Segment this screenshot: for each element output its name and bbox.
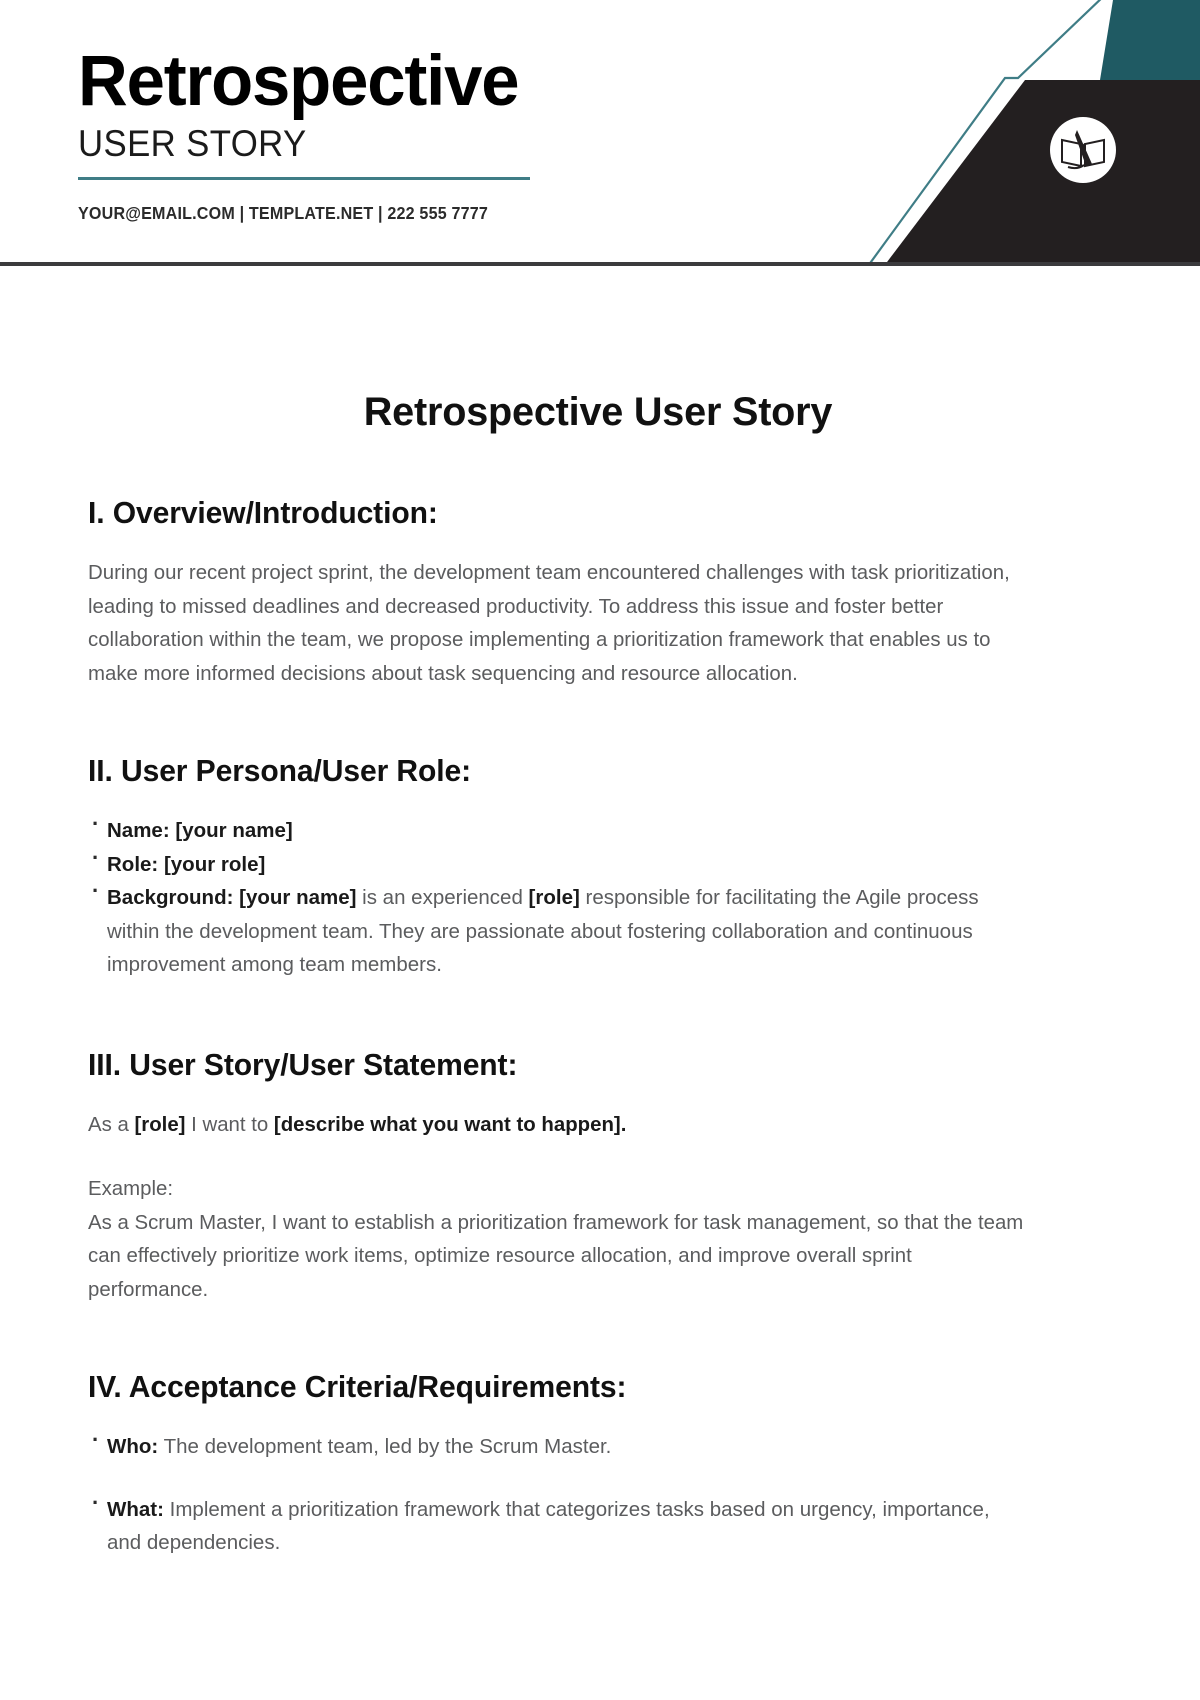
document-header (0, 0, 1200, 266)
book-and-quill-logo (1046, 113, 1120, 187)
list-item (88, 814, 1027, 848)
acceptance-bullet-list (88, 1430, 1108, 1560)
list-item (88, 1430, 1027, 1464)
statement-action-placeholder: [describe what you want to happen]. (273, 1112, 627, 1136)
page-title: Retrospective User Story (363, 390, 833, 434)
header-decorative-art (780, 0, 1200, 266)
brand-contact-line: YOUR@EMAIL.COM | TEMPLATE.NET | 222 555 7777 (78, 203, 489, 223)
section-user-story (88, 1046, 1108, 1307)
list-item (88, 1493, 1027, 1560)
acceptance-who-label: Who: (107, 1435, 159, 1458)
list-item (88, 848, 1027, 882)
acceptance-what-value: Implement a prioritization framework that categorizes tasks based on urgency, importance, and dependencies. (107, 1497, 990, 1554)
user-story-statement (88, 1108, 1013, 1142)
spacer (88, 1141, 1108, 1172)
persona-role-label: Role: (107, 852, 159, 876)
section-heading-user-persona: II. User Persona/User Role: (88, 754, 472, 788)
list-item (88, 881, 1027, 982)
persona-background-label: Background: (107, 886, 234, 909)
acceptance-who-value: The development team, led by the Scrum Master. (163, 1435, 612, 1458)
brand-block (78, 44, 718, 224)
section-heading-acceptance-criteria: IV. Acceptance Criteria/Requirements: (88, 1370, 627, 1404)
persona-name-label: Name: (107, 819, 170, 842)
section-acceptance-criteria (88, 1368, 1108, 1560)
section-user-persona (88, 752, 1108, 982)
brand-title: Retrospective (78, 42, 519, 121)
document-body (0, 388, 1200, 1560)
statement-prefix: As a (88, 1112, 135, 1136)
teal-accent-shape (1100, 0, 1200, 80)
brand-subtitle: USER STORY (78, 123, 307, 164)
section-overview (88, 494, 1108, 690)
statement-role-placeholder: [role] (134, 1112, 186, 1136)
brand-underline-rule (78, 177, 530, 180)
persona-role-value: [your role] (163, 852, 266, 876)
persona-background-value: [your name] is an experienced [role] responsible for facilitating the Agile process within the development team. They are passionate about fostering collaboration and continuous improvement among team members. (107, 886, 979, 976)
charcoal-accent-shape (884, 80, 1200, 266)
overview-paragraph: During our recent project sprint, the development team encountered challenges with task prioritization, leading to missed deadlines and decreased productivity. To address this issue and foster better collaboration within the team, we propose implementing a prioritization framework that enables us to make more informed decisions about task sequencing and resource allocation. (88, 561, 1010, 685)
persona-bullet-list (88, 814, 1108, 982)
persona-name-value: [your name] (175, 819, 293, 842)
example-paragraph: As a Scrum Master, I want to establish a prioritization framework for task management, so that the team can effectively prioritize work items, optimize resource allocation, and improve overall sprint performance. (88, 1210, 1024, 1301)
section-heading-user-story: III. User Story/User Statement: (88, 1047, 518, 1082)
acceptance-what-label: What: (107, 1497, 164, 1521)
statement-middle: I want to (185, 1112, 274, 1136)
section-heading-overview: I. Overview/Introduction: (88, 496, 438, 530)
example-label: Example: (88, 1177, 174, 1200)
header-divider-bar (0, 262, 1200, 266)
